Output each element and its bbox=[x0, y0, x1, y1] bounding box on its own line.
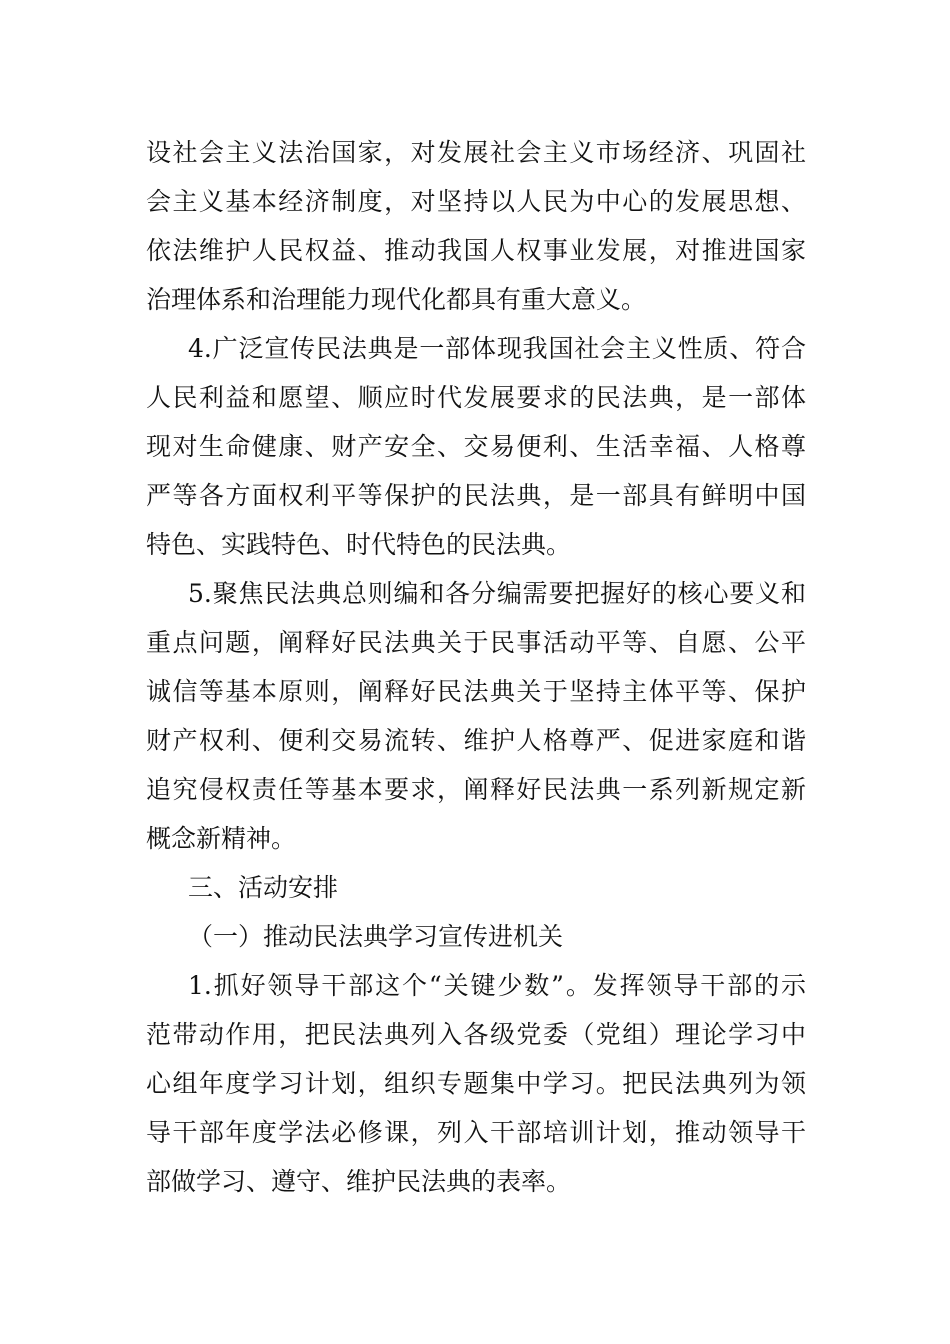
paragraph-line: 概念新精神。 bbox=[146, 824, 297, 853]
paragraph-line: 5.聚焦民法典总则编和各分编需要把握好的核心要义和 bbox=[188, 579, 806, 608]
paragraph-line: 1.抓好领导干部这个“关键少数”。发挥领导干部的示 bbox=[188, 971, 806, 1000]
paragraph-line: 设社会主义法治国家，对发展社会主义市场经济、巩固社 bbox=[146, 138, 806, 167]
paragraph-line: 人民利益和愿望、顺应时代发展要求的民法典，是一部体 bbox=[146, 383, 806, 412]
document-body bbox=[146, 128, 806, 1206]
paragraph-line: 依法维护人民权益、推动我国人权事业发展，对推进国家 bbox=[146, 236, 806, 265]
paragraph-line: 追究侵权责任等基本要求，阐释好民法典一系列新规定新 bbox=[146, 775, 806, 804]
paragraph-line: 治理体系和治理能力现代化都具有重大意义。 bbox=[146, 285, 647, 314]
section-heading: 三、活动安排 bbox=[188, 873, 339, 902]
paragraph-line: 部做学习、遵守、维护民法典的表率。 bbox=[146, 1167, 572, 1196]
paragraph-line: 导干部年度学法必修课，列入干部培训计划，推动领导干 bbox=[146, 1118, 806, 1147]
paragraph-line: 现对生命健康、财产安全、交易便利、生活幸福、人格尊 bbox=[146, 432, 806, 461]
paragraph-line: 重点问题，阐释好民法典关于民事活动平等、自愿、公平 bbox=[146, 628, 806, 657]
paragraph-line: 范带动作用，把民法典列入各级党委（党组）理论学习中 bbox=[146, 1020, 806, 1049]
paragraph-line: 会主义基本经济制度，对坚持以人民为中心的发展思想、 bbox=[146, 187, 806, 216]
paragraph-line: 特色、实践特色、时代特色的民法典。 bbox=[146, 530, 572, 559]
paragraph-line: 财产权利、便利交易流转、维护人格尊严、促进家庭和谐 bbox=[146, 726, 806, 755]
paragraph-line: 诚信等基本原则，阐释好民法典关于坚持主体平等、保护 bbox=[146, 677, 806, 706]
paragraph-line: 严等各方面权利平等保护的民法典，是一部具有鲜明中国 bbox=[146, 481, 806, 510]
subsection-heading: （一）推动民法典学习宣传进机关 bbox=[188, 922, 564, 951]
paragraph-line: 4.广泛宣传民法典是一部体现我国社会主义性质、符合 bbox=[188, 334, 806, 363]
paragraph-line: 心组年度学习计划，组织专题集中学习。把民法典列为领 bbox=[146, 1069, 806, 1098]
